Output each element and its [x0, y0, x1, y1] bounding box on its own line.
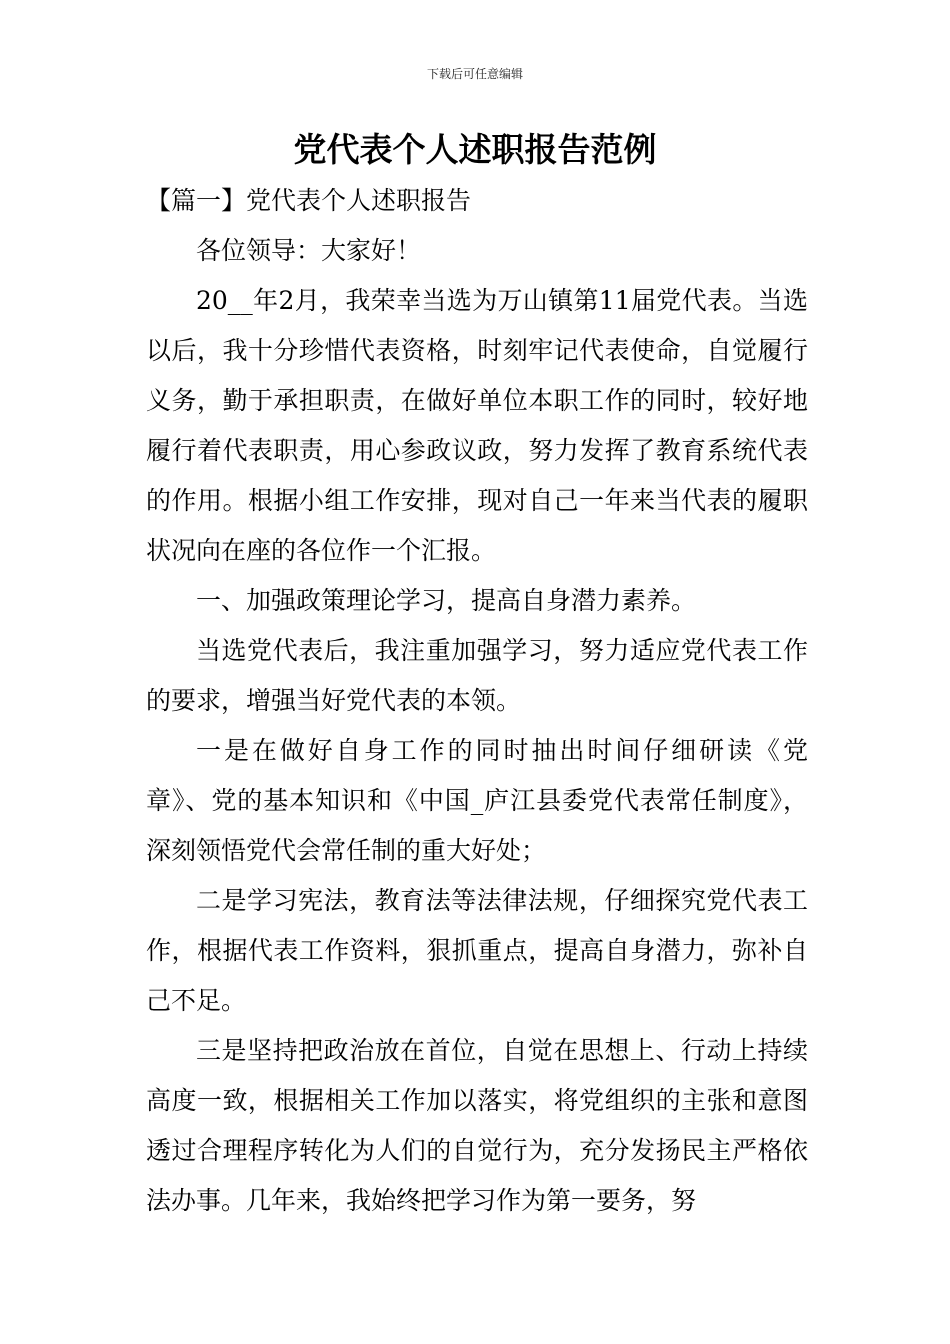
section-heading: 【篇一】党代表个人述职报告 [146, 186, 472, 215]
header-note: 下载后可任意编辑 [426, 67, 523, 81]
paragraph-greeting: 各位领导：大家好！ [196, 236, 422, 265]
paragraph-item-one: 一是在做好自身工作的同时抽出时间仔细研读《党章》、党的基本知识和《中国_庐江县委党代表常任制度》，深刻领悟党代会常任制的重大好处； [146, 736, 808, 865]
document-title: 党代表个人述职报告范例 [293, 130, 657, 169]
paragraph-study: 当选党代表后，我注重加强学习，努力适应党代表工作的要求，增强当好党代表的本领。 [146, 636, 808, 715]
paragraph-item-three: 三是坚持把政治放在首位，自觉在思想上、行动上持续高度一致，根据相关工作加以落实，将党组织的主张和意图透过合理程序转化为人们的自觉行为，充分发扬民主严格依法办事。几年来，我始终把学习作为第一要务，努 [146, 1036, 808, 1215]
paragraph-intro: 20__年2月，我荣幸当选为万山镇第11届党代表。当选以后，我十分珍惜代表资格，时刻牢记代表使命，自觉履行义务，勤于承担职责，在做好单位本职工作的同时，较好地履行着代表职责，用心参政议政，努力发挥了教育系统代表的作用。根据小组工作安排，现对自己一年来当代表的履职状况向在座的各位作一个汇报。 [146, 286, 808, 565]
paragraph-item-two: 二是学习宪法，教育法等法律法规，仔细探究党代表工作，根据代表工作资料，狠抓重点，提高自身潜力，弥补自己不足。 [146, 886, 808, 1015]
document-body [146, 176, 808, 1226]
paragraph-point-one-heading: 一、加强政策理论学习，提高自身潜力素养。 [196, 586, 697, 615]
